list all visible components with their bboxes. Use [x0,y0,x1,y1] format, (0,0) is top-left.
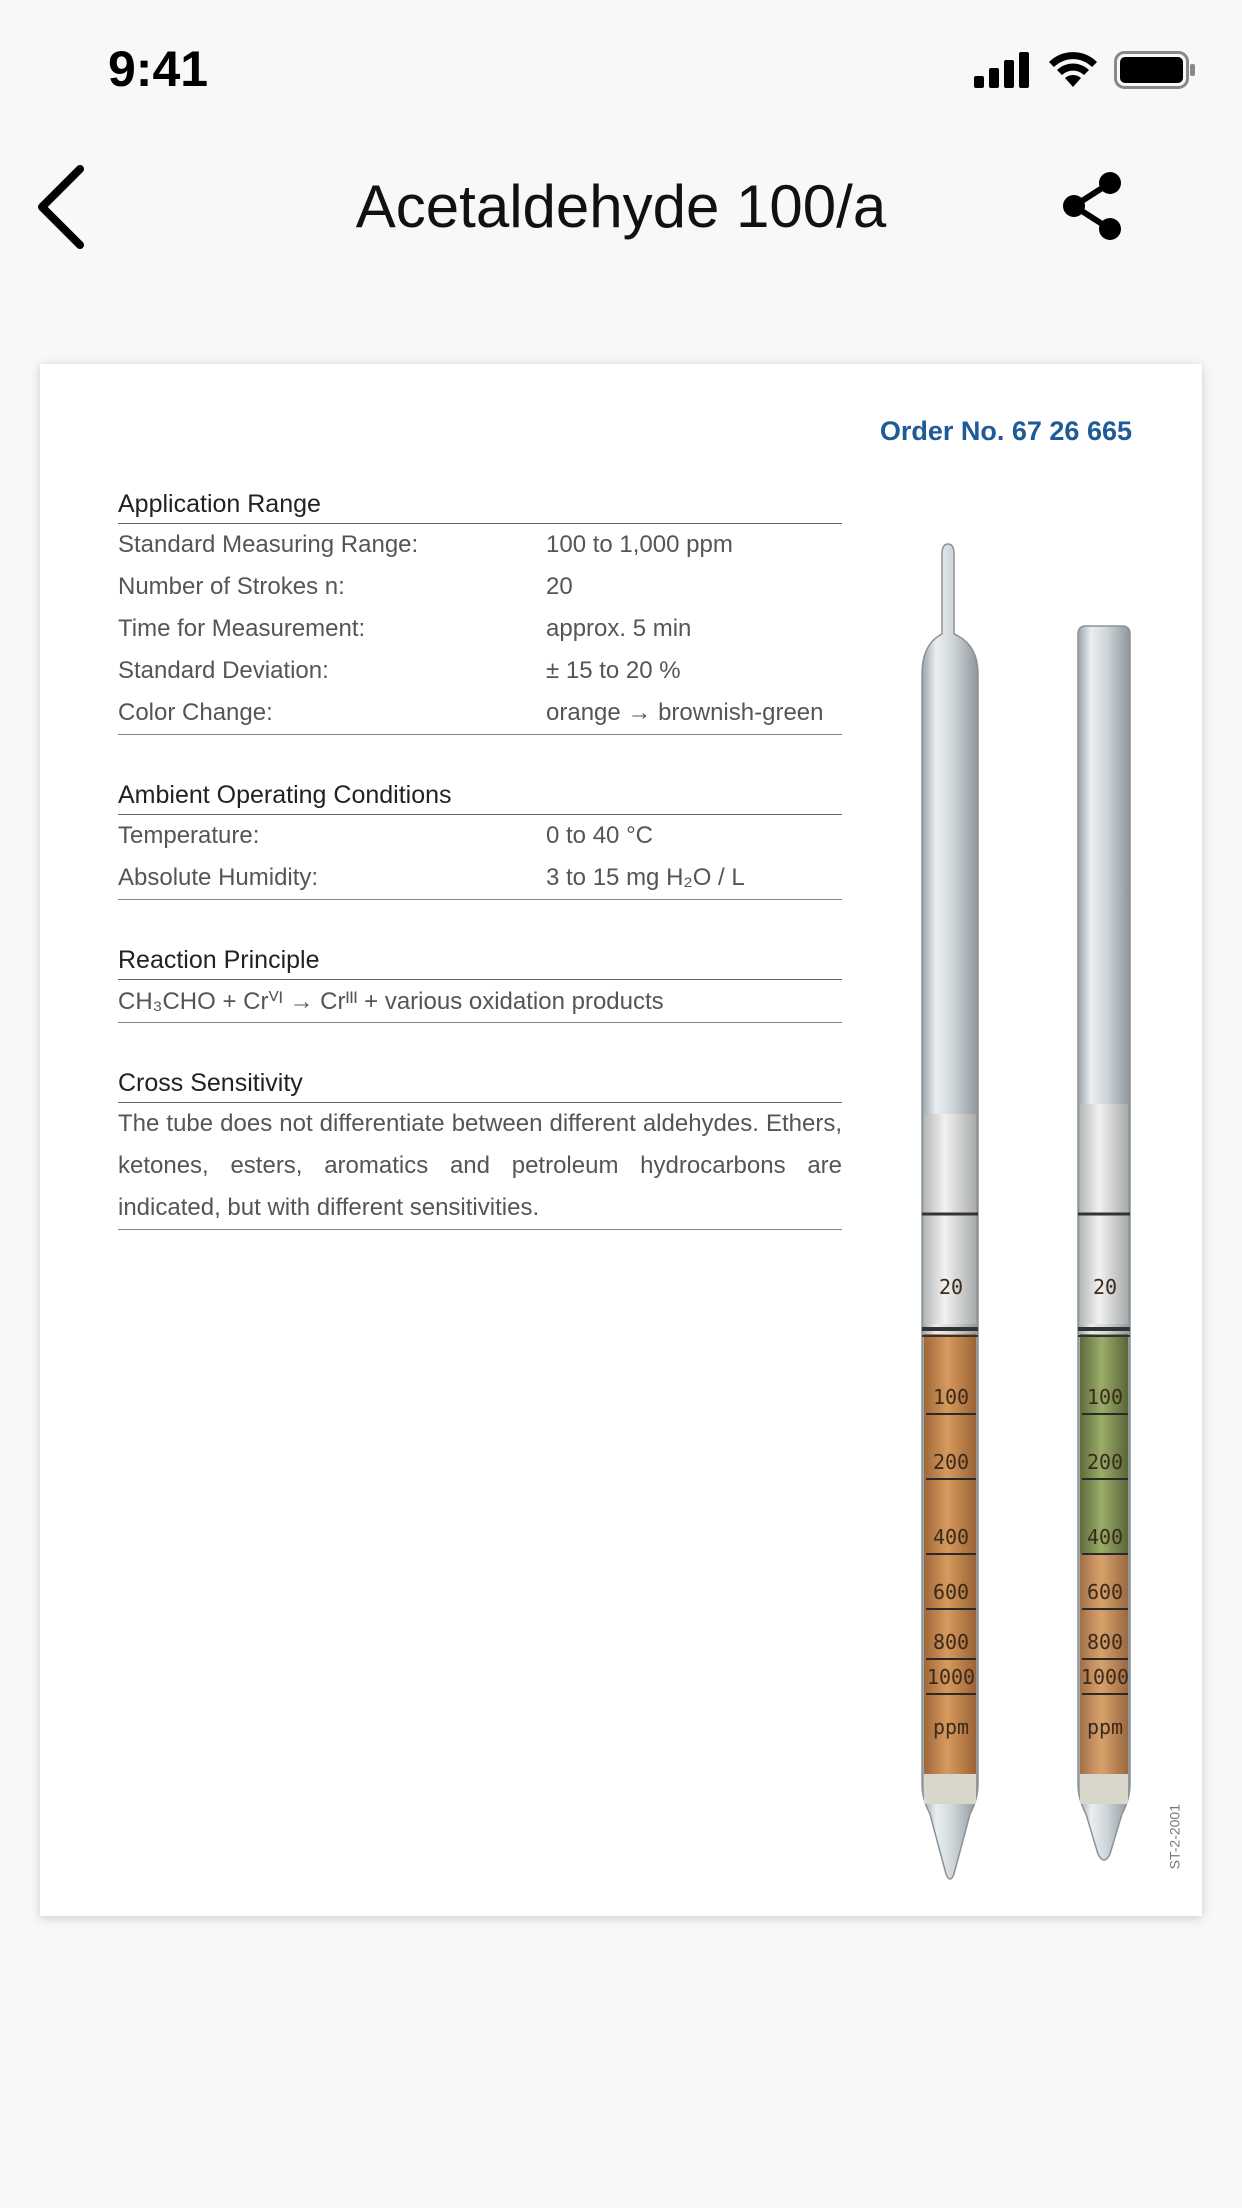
share-button[interactable] [1052,168,1132,248]
table-row [118,650,842,692]
scale-label: 1000 [1080,1665,1130,1689]
table-row [118,857,842,899]
section-title: Reaction Principle [118,946,842,980]
row-value: ± 15 to 20 % [546,657,681,684]
share-icon [1060,171,1124,246]
row-label: Number of Strokes n: [118,573,345,600]
scale-label: 200 [932,1450,970,1474]
reaction-principle-section [118,946,842,1023]
row-value: 3 to 15 mg H₂O / L [546,864,745,891]
signal-icon [974,52,1032,93]
table-row [118,566,842,608]
scale-label: 800 [932,1630,970,1654]
scale-label: 20 [938,1275,964,1299]
scale-label: 20 [1092,1275,1118,1299]
datasheet-table [118,490,842,1276]
section-title: Ambient Operating Conditions [118,781,842,815]
table-row [118,692,842,734]
scale-label: 200 [1086,1450,1124,1474]
row-label: Time for Measurement: [118,615,366,642]
row-value: 0 to 40 °C [546,822,653,849]
nav-bar [0,150,1242,270]
detector-tubes-illustration [900,534,1160,1914]
cross-sensitivity-text: The tube does not differentiate between different aldehydes. Ethers, ketones, esters, aromatics and petroleum hydrocarbons are indicated, but with different sensitivities. [118,1110,842,1221]
section-title: Application Range [118,490,842,524]
row-value: orange → brownish-green [546,699,824,726]
row-value: 100 to 1,000 ppm [546,531,733,558]
table-row [118,815,842,857]
scale-label: 800 [1086,1630,1124,1654]
row-label: Standard Measuring Range: [118,531,419,558]
scale-label: ppm [1086,1715,1124,1739]
page-title: Acetaldehyde 100/a [355,173,887,240]
scale-label: 600 [1086,1580,1124,1604]
scale-label: 100 [932,1385,970,1409]
row-value: approx. 5 min [546,615,692,642]
scale-label: ppm [932,1715,970,1739]
row-label: Standard Deviation: [118,657,329,684]
battery-icon [1114,51,1196,94]
section-title: Cross Sensitivity [118,1069,842,1103]
row-label: Absolute Humidity: [118,864,319,891]
cross-sensitivity-section [118,1069,842,1230]
reaction-formula: CH₃CHO + Crⱽᴵ → Crᴵᴵᴵ + various oxidation products [118,987,664,1015]
status-bar [0,0,1242,140]
scale-label: 1000 [926,1665,976,1689]
row-label: Color Change: [118,699,273,726]
ambient-conditions-section [118,781,842,900]
status-time: 9:41 [108,41,209,97]
row-value: 20 [546,573,573,600]
datasheet-image [40,364,1202,1916]
scale-label: 400 [1086,1525,1124,1549]
scale-label: 600 [932,1580,970,1604]
row-label: Temperature: [118,822,260,849]
status-icons [974,52,1196,92]
wifi-icon [1048,51,1098,94]
image-code: ST-2-2001 [1166,1804,1182,1870]
order-number: Order No. 67 26 665 [879,416,1132,446]
application-range-section [118,490,842,735]
table-row [118,608,842,650]
scale-label: 100 [1086,1385,1124,1409]
table-row [118,524,842,566]
scale-label: 400 [932,1525,970,1549]
